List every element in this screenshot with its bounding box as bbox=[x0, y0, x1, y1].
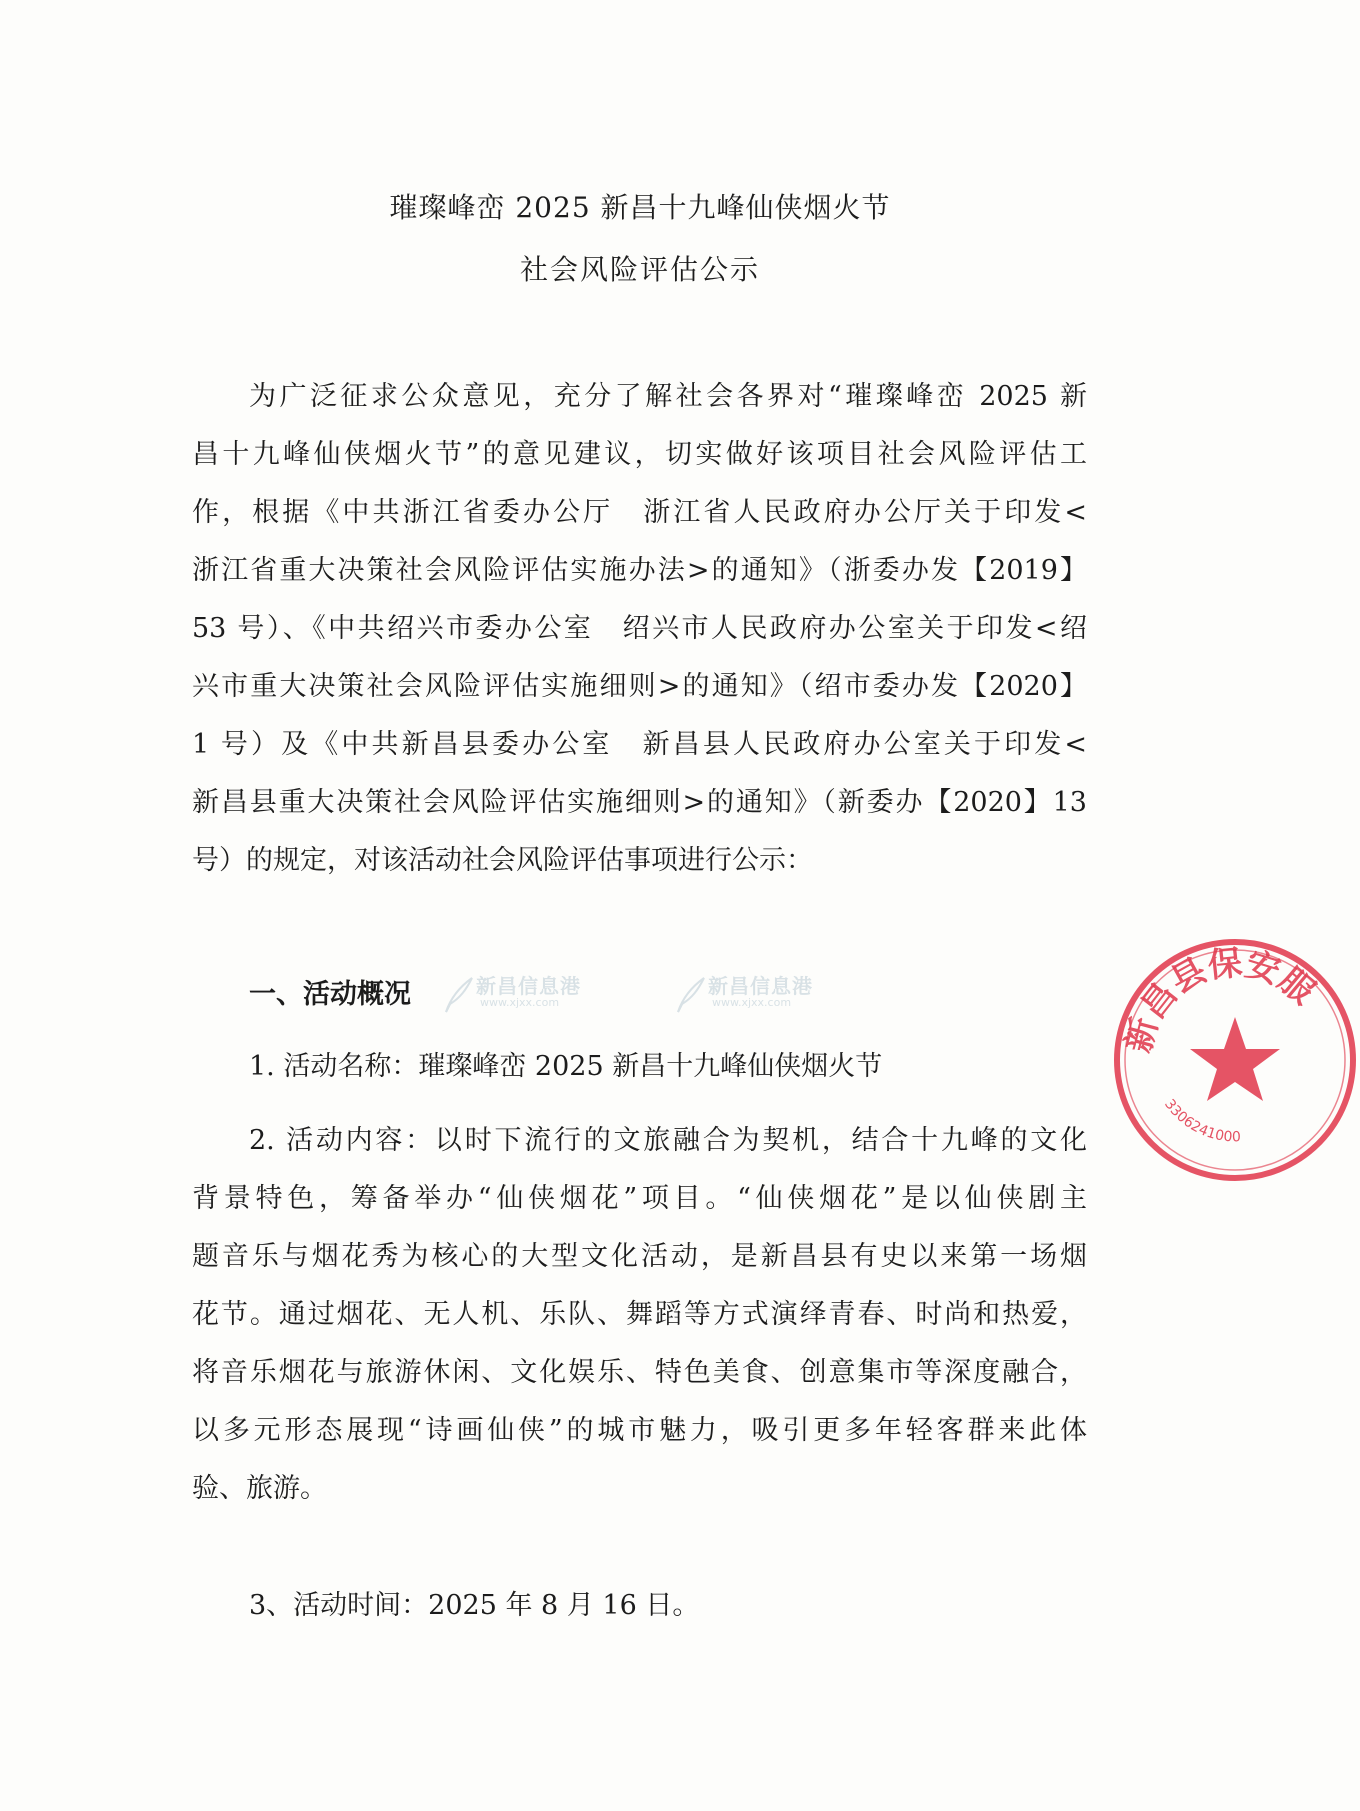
feather-icon bbox=[672, 974, 708, 1014]
item-line: 2. 活动内容：以时下流行的文旅融合为契机，结合十九峰的文化 bbox=[249, 1125, 1087, 1156]
paragraph-line: 昌十九峰仙侠烟火节”的意见建议，切实做好该项目社会风险评估工 bbox=[192, 439, 1087, 470]
item-line: 将音乐烟花与旅游休闲、文化娱乐、特色美食、创意集市等深度融合， bbox=[192, 1357, 1087, 1388]
item-activity-name bbox=[192, 1038, 1087, 1096]
document-title-line-1: 璀璨峰峦 2025 新昌十九峰仙侠烟火节 bbox=[389, 191, 891, 224]
item-line: 以多元形态展现“诗画仙侠”的城市魅力，吸引更多年轻客群来此体 bbox=[192, 1415, 1087, 1446]
paragraph-line: 浙江省重大决策社会风险评估实施办法>的通知》（浙委办发【2019】 bbox=[192, 555, 1087, 586]
watermark-text: 新昌信息港 bbox=[708, 974, 813, 998]
paragraph-line: 兴市重大决策社会风险评估实施细则>的通知》（绍市委办发【2020】 bbox=[192, 671, 1087, 702]
feather-icon bbox=[440, 974, 476, 1014]
seal-star-icon bbox=[1190, 1017, 1280, 1101]
paragraph-line: 作，根据《中共浙江省委办公厅 浙江省人民政府办公厅关于印发< bbox=[192, 497, 1087, 528]
watermark-url: www.xjxx.com bbox=[480, 996, 560, 1009]
watermark-text: 新昌信息港 bbox=[476, 974, 581, 998]
item-activity-time bbox=[192, 1577, 1087, 1635]
svg-text:3306241000: 3306241000 bbox=[1161, 1096, 1241, 1146]
item-activity-content bbox=[192, 1112, 1087, 1518]
svg-text:新昌县保安服: 新昌县保安服 bbox=[1118, 942, 1323, 1057]
item-line: 背景特色，筹备举办“仙侠烟花”项目。“仙侠烟花”是以仙侠剧主 bbox=[192, 1183, 1087, 1214]
official-seal-stamp bbox=[1110, 935, 1360, 1185]
paragraph-line: 号）的规定，对该活动社会风险评估事项进行公示： bbox=[192, 845, 813, 876]
item-line: 1. 活动名称：璀璨峰峦 2025 新昌十九峰仙侠烟火节 bbox=[249, 1051, 883, 1082]
item-line: 题音乐与烟花秀为核心的大型文化活动，是新昌县有史以来第一场烟 bbox=[192, 1241, 1087, 1272]
item-line: 3、活动时间：2025 年 8 月 16 日。 bbox=[249, 1590, 700, 1621]
paragraph-line: 53 号）、《中共绍兴市委办公室 绍兴市人民政府办公室关于印发<绍 bbox=[192, 613, 1087, 644]
paragraph-line: 1 号）及《中共新昌县委办公室 新昌县人民政府办公室关于印发< bbox=[192, 729, 1087, 760]
paragraph-line: 新昌县重大决策社会风险评估实施细则>的通知》（新委办【2020】13 bbox=[192, 787, 1087, 818]
site-watermark bbox=[672, 968, 832, 1018]
section-heading-overview: 一、活动概况 bbox=[249, 979, 411, 1010]
site-watermark bbox=[440, 968, 600, 1018]
item-line: 花节。通过烟花、无人机、乐队、舞蹈等方式演绎青春、时尚和热爱， bbox=[192, 1299, 1087, 1330]
intro-paragraph bbox=[192, 368, 1087, 890]
item-line: 验、旅游。 bbox=[192, 1473, 327, 1504]
paragraph-line: 为广泛征求公众意见，充分了解社会各界对“璀璨峰峦 2025 新 bbox=[249, 381, 1087, 412]
document-title-line-2: 社会风险评估公示 bbox=[519, 253, 760, 286]
watermark-url: www.xjxx.com bbox=[712, 996, 792, 1009]
